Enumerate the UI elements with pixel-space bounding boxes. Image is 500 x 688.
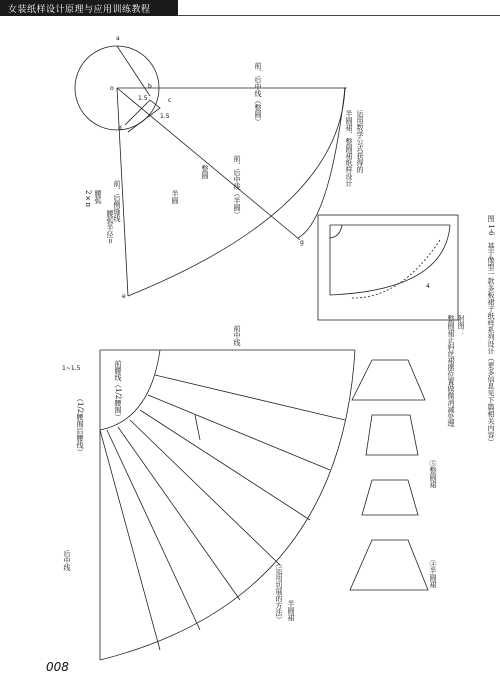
caption-whole-circle: ⑤整圆裙 (429, 460, 437, 488)
half-circle-label: 半圆 (171, 190, 179, 204)
diagram-note-2: 整圆裙正斜丝裙摆位置做微消减处理 (447, 315, 455, 427)
dim-15a: 1.5 (138, 95, 148, 102)
waist-formula-frac-top: 腰弧 (94, 190, 102, 204)
slash-4 (130, 420, 280, 565)
mini-arc (330, 225, 450, 295)
mini-diagram-frame (318, 215, 458, 320)
back-center-label: 后中线 (63, 550, 71, 571)
bias-line (117, 88, 300, 240)
slash-6 (107, 430, 200, 630)
point-e: e (122, 293, 126, 300)
point-g: g (300, 239, 304, 246)
skirt-sketch-4 (362, 480, 418, 515)
half-circle-skirt-label: 半圆裙 (287, 600, 295, 621)
math-method-2: 半圆裙、整圆裙纸样设计 (345, 110, 353, 187)
waist-hint-back: （1/2腰围后腰线） (76, 395, 84, 456)
waist-arc-bottom (100, 350, 160, 430)
grain-arrow (195, 415, 200, 440)
caption-half-circle: ④半圆裙 (429, 560, 437, 588)
cut-spread-label: （运用切展的方法） (275, 560, 283, 623)
waist-formula-frac-bot: 2×π (84, 190, 92, 208)
skirt-sketch-2 (352, 360, 425, 400)
front-center-label: 前中线 (233, 325, 241, 346)
point-d: d (118, 125, 122, 132)
header-title: 女装纸样设计原理与应用训练教程 (8, 5, 151, 15)
point-b: b (148, 83, 152, 90)
diagram-note-1: 附图： (457, 315, 465, 336)
front-back-side-seam: 前、后侧缝线 (113, 180, 121, 222)
dim-4: 4 (426, 283, 430, 290)
front-back-center-mid: 前、后中线（半圆） (233, 155, 241, 218)
waist-shaping (125, 100, 160, 132)
slash-1 (155, 375, 345, 420)
point-c: c (168, 97, 172, 104)
point-a: a (116, 35, 120, 42)
waist-formula-left: 腰弧半径= (106, 210, 114, 244)
dim-1-15: 1~1.5 (62, 365, 81, 372)
hem-arc-half (298, 88, 345, 238)
figure-caption: 图 1-6 基于像型一款多板裙子纸样系列设计（更多信息见下篇相关内容） (487, 215, 495, 446)
waist-hint-front: 前腰线（1/2腰围） (114, 360, 122, 421)
slash-5 (118, 427, 240, 600)
point-f: f (344, 87, 347, 94)
page-number: 008 (46, 660, 69, 674)
dim-15b: 1.5 (160, 113, 170, 120)
point-o: o (110, 85, 114, 92)
slash-7 (100, 430, 160, 650)
skirt-sketch-3 (350, 540, 428, 590)
hem-arc-bottom (100, 350, 355, 660)
whole-circle-label: 整圆 (201, 165, 209, 179)
mini-waist-arc (330, 225, 342, 238)
front-back-center-top: 前、后中线（整圆） (254, 62, 262, 125)
skirt-sketch-1 (366, 415, 418, 455)
math-method-1: 运用数学公式获得的 (356, 110, 364, 173)
radius-line (117, 46, 150, 96)
